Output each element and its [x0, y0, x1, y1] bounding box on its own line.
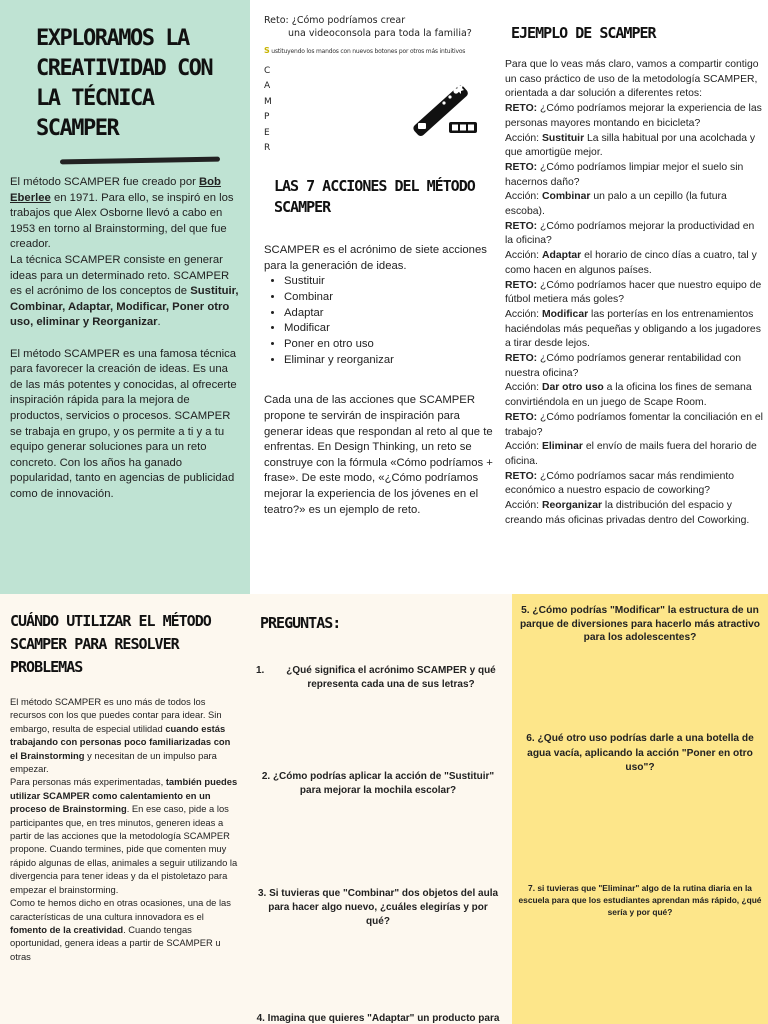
cuando-p3-text: Como te hemos dicho en otras ocasiones, una de las características de una cultura innovadora es el [10, 897, 231, 922]
accion-text: un palo a un cepillo (la futura escoba). [505, 191, 727, 218]
cuando-p1-text: El método SCAMPER es uno más de todos los recursos con los que puedes contar para idear. Sin embargo, resulta de especial utilidad [10, 696, 222, 734]
accion-verb: Eliminar [541, 441, 583, 453]
accion-verb: Sustituir [541, 132, 585, 144]
cuando-p3-bold: fomento de la creatividad [10, 923, 124, 935]
accion-text: el horario de cinco días a cuatro, tal y como hacen en algunos países. [505, 250, 757, 276]
accion-label: Acción: [505, 308, 540, 320]
reto-text: ¿Cómo podríamos mejorar la productividad en la oficina? [505, 220, 755, 247]
preguntas-title: PREGUNTAS: [260, 614, 341, 632]
yellow-questions-panel [512, 594, 768, 1024]
cuando-paragraph-2 [10, 775, 240, 896]
list-item: • Combinar [284, 290, 500, 306]
accion-label: Acción: [505, 250, 540, 262]
accion-verb: Combinar [541, 191, 591, 203]
list-item: • Poner en otro uso [284, 337, 500, 353]
reto-text: ¿Cómo podríamos fomentar la conciliación en el trabajo? [505, 411, 763, 438]
spacer [264, 368, 500, 393]
intro-p1-rest: en 1971. Para ello, se inspiró en los trabajos que Alex Osborne llevó a cabo en 1953 en torno al Brainstorming, del que fue creador. [10, 191, 234, 251]
question-number: 1. [256, 665, 265, 676]
question-7: 7. si tuvieras que "Eliminar" algo de la rutina diaria en la escuela para que los estudiantes aprendan más rápido, ¿qué sería y por qué? [518, 883, 762, 917]
acciones-closing: Cada una de las acciones que SCAMPER propone te servirán de inspiración para generar ideas que respondan al reto al que te enfrentas. En Design Thinking, un reto se construye con la fórmula «Cómo podríamos + frase». De este modo, «¿Cómo podríamos mejorar la experiencia de los jóvenes en el teatro?» es un ejemplo de reto. [264, 394, 493, 516]
reto-text: ¿Cómo podríamos mejorar la experiencia de las personas mayores montando en bicicleta? [505, 103, 762, 129]
accion-text: el envío de mails fuera del horario de oficina. [505, 441, 757, 467]
question-4: 4. Imagina que quieres "Adaptar" un producto para [256, 1013, 500, 1024]
accion-label: Acción: [505, 132, 540, 144]
reto-sub-text: ustituyendo los mandos con nuevos botones por otros más intuitivos [271, 48, 466, 55]
title-underline [60, 157, 220, 165]
accion-verb: Modificar [541, 308, 589, 320]
ejemplo-title: EJEMPLO DE SCAMPER [511, 24, 656, 42]
list-item: • Modificar [284, 321, 500, 337]
acrostic-s: S [264, 46, 270, 55]
cuando-p2-rest: . En ese caso, pide a los participantes que, en tres minutos, generen ideas a partir de las acciones que la metodología SCAMPER propone. Cuando termines, pide que comenten muy rápido algunas de ellas, animales a seguir utilizando la divergencia para tener ideas y da el pistoletazo para empezar el brainstorming. [10, 803, 238, 895]
accion-label: Acción: [505, 382, 540, 394]
reto-substitute-note [264, 46, 502, 55]
question-text: ¿Qué significa el acrónimo SCAMPER y qué representa cada una de sus letras? [286, 665, 496, 690]
intro-panel [0, 0, 250, 594]
accion-text: las porterías en los entrenamientos haciéndolas más pequeñas y obligando a los jugadores a tirar desde lejos. [505, 308, 761, 350]
list-item [505, 220, 764, 279]
list-item [505, 411, 764, 470]
reto-label: RETO: [505, 353, 538, 365]
reto-label: RETO: [505, 161, 538, 173]
handwritten-reto [264, 14, 502, 40]
game-remote-icon [410, 73, 478, 141]
preguntas-panel [250, 594, 512, 1024]
intro-p1-text: El método SCAMPER fue creado por [10, 176, 199, 188]
accion-label: Acción: [505, 500, 540, 512]
accion-text: a la oficina los fines de semana convirtiéndola en un juego de Scape Room. [505, 382, 752, 409]
acciones-intro: SCAMPER es el acrónimo de siete acciones para la generación de ideas. [264, 244, 487, 272]
acrostic-letter: M [264, 96, 272, 107]
question-3: 3. Si tuvieras que "Combinar" dos objetos del aula para hacer algo nuevo, ¿cuáles elegirías y por qué? [257, 888, 499, 927]
reto-line-2: una videoconsola para toda la familia? [288, 28, 472, 39]
cuando-p1-rest: y necesitan de un impulso para empezar. [10, 749, 217, 775]
acrostic-letter: R [264, 143, 271, 154]
acrostic-letter: E [264, 127, 270, 138]
acciones-body [264, 243, 500, 518]
acciones-list [272, 274, 500, 368]
scamper-concepts: Sustituir, Combinar, Adaptar, Modificar, Poner otro uso, eliminar y Reorganizar [10, 285, 239, 329]
accion-label: Acción: [505, 441, 540, 453]
reto-label: RETO: [505, 411, 538, 423]
cuando-p3-rest: . Cuando tengas oportunidad, genera ideas a partir de SCAMPER u otras [10, 923, 221, 962]
list-item: • Eliminar y reorganizar [284, 353, 500, 369]
cuando-p2-text: Para personas más experimentadas, [10, 776, 166, 788]
acrostic-letter: P [264, 112, 270, 123]
cuando-title: CUÁNDO UTILIZAR EL MÉTODO SCAMPER PARA RESOLVER PROBLEMAS [10, 612, 211, 676]
list-item [505, 470, 764, 529]
acrostic-letter: A [264, 81, 271, 92]
question-6: 6. ¿Qué otro uso podrías darle a una botella de agua vacía, aplicando la acción "Poner en otro uso"? [526, 733, 754, 774]
intro-title: EXPLORAMOS LA CREATIVIDAD CON LA TÉCNICA SCAMPER [36, 26, 213, 141]
accion-label: Acción: [505, 191, 540, 203]
list-item [505, 279, 764, 353]
acciones-title: LAS 7 ACCIONES DEL MÉTODO SCAMPER [274, 177, 475, 216]
ejemplo-panel [502, 0, 768, 594]
ejemplo-list [505, 102, 764, 528]
accion-verb: Dar otro uso [541, 382, 604, 394]
cuando-p1-bold: cuando estás trabajando con personas poco familiarizadas con el Brainstorming [10, 722, 231, 761]
reto-text: ¿Cómo podríamos sacar más rendimiento económico a nuestro espacio de coworking? [505, 470, 735, 497]
reto-label: RETO: [505, 220, 538, 232]
list-item: • Adaptar [284, 306, 500, 322]
question-5: 5. ¿Cómo podrías "Modificar" la estructura de un parque de diversiones para hacerlo más atractivo para los adolescentes? [519, 605, 761, 644]
intro-p2-end: . [157, 316, 161, 329]
reto-label: RETO: [505, 279, 538, 291]
list-item [505, 102, 764, 161]
cuando-panel [0, 594, 250, 1024]
list-item [505, 161, 764, 220]
reto-text: ¿Cómo podríamos hacer que nuestro equipo de fútbol metiera más goles? [505, 279, 762, 306]
cuando-paragraph-3 [10, 896, 240, 963]
cuando-p2-bold: también puedes utilizar SCAMPER como calentamiento en un proceso de Brainstorming [10, 776, 238, 815]
intro-paragraph-2 [10, 253, 240, 331]
scamper-actions-panel [250, 0, 502, 594]
question-1 [256, 664, 500, 692]
accion-text: La silla habitual por una acolchada y que amortigüe mejor. [505, 132, 756, 159]
reto-text: ¿Cómo podríamos generar rentabilidad con nuestra oficina? [505, 353, 742, 379]
reto-line-1: Reto: ¿Cómo podríamos crear [264, 15, 406, 26]
intro-p2-text: La técnica SCAMPER consiste en generar ideas para un determinado reto. SCAMPER es el acrónimo de los conceptos de [10, 253, 230, 298]
reto-label: RETO: [505, 470, 538, 482]
list-item [505, 352, 764, 411]
reto-label: RETO: [505, 103, 538, 115]
question-2: 2. ¿Cómo podrías aplicar la acción de "Sustituir" para mejorar la mochila escolar? [261, 771, 495, 796]
intro-paragraph-1 [10, 175, 240, 253]
intro-paragraph-3: El método SCAMPER es una famosa técnica para favorecer la creación de ideas. Es una de las más potentes y conocidas, al ofrecerte inspiración rápida para la mejora de productos, servicios o procesos. SCAMPER se trabaja en grupo, y os permite a ti y a tu equipo generar soluciones para un reto concreto. Con los años ha ganado popularidad, tanto en agencias de publicidad como de innovación. [10, 347, 237, 500]
accion-text: la distribución del espacio y creando más oficinas privadas dentro del Coworking. [505, 500, 750, 526]
accion-verb: Reorganizar [541, 500, 603, 512]
reto-text: ¿Cómo podríamos limpiar mejor el suelo sin hacernos daño? [505, 161, 744, 188]
creator-name: Bob Eberlee [10, 176, 221, 204]
acrostic-letter: C [264, 66, 271, 76]
list-item: • Sustituir [284, 274, 500, 290]
ejemplo-intro: Para que lo veas más claro, vamos a compartir contigo un caso práctico de uso de la metodología SCAMPER, orientada a dar solución a diferentes retos: [505, 59, 759, 100]
accion-verb: Adaptar [541, 250, 582, 262]
scamper-acrostic [264, 64, 272, 156]
cuando-paragraph-1 [10, 695, 240, 775]
